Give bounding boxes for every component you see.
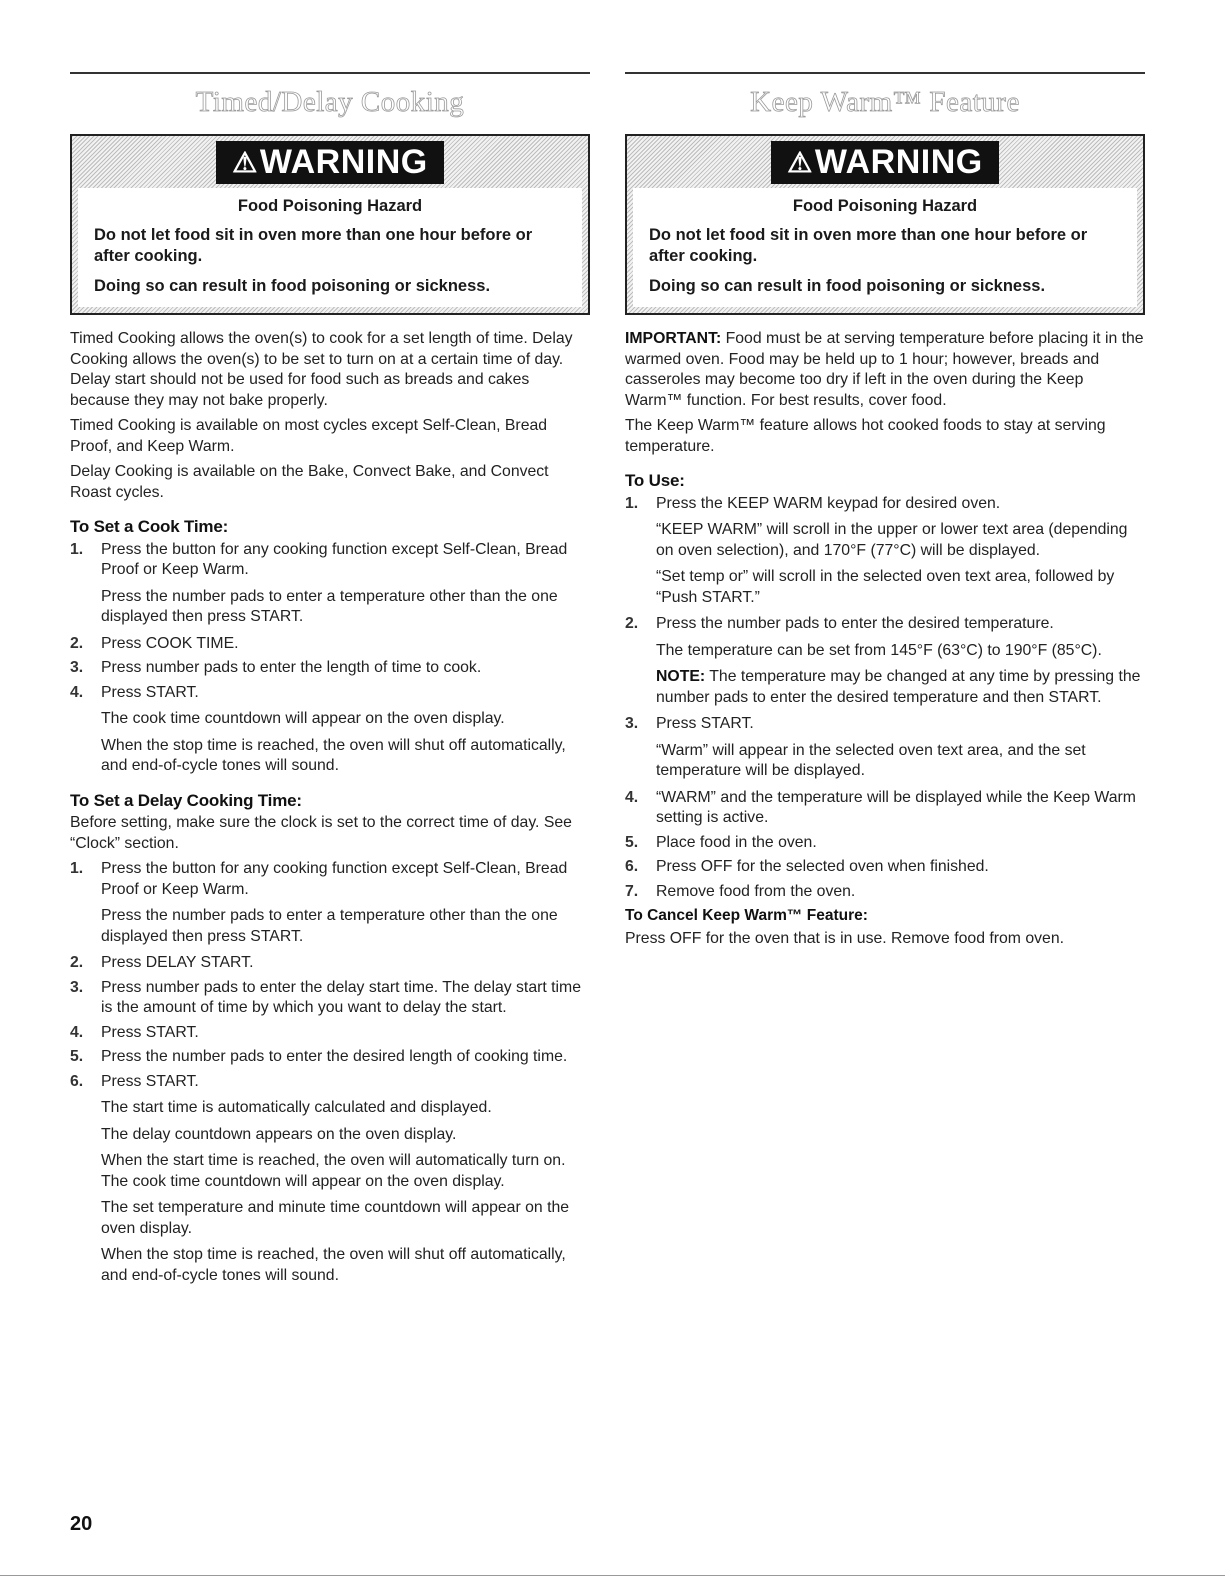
warning-box [70,134,590,315]
section-title-timed-delay: Timed/Delay Cooking [195,86,465,118]
cancel-text: Press OFF for the oven that is in use. Remove food from oven. [625,929,1064,947]
list-item: 1. Press the button for any cooking function except Self-Clean, Bread Proof or Keep Warm. [70,860,568,898]
step-note: “Warm” will appear in the selected oven text area, and the set temperature will be displayed. [656,741,1086,779]
important-paragraph [625,329,1145,411]
list-item: 6. Press START. [70,1072,199,1090]
list-item: 4. Press START. [70,683,199,701]
list-item: 1. Press the button for any cooking function except Self-Clean, Bread Proof or Keep Warm. [70,540,568,578]
list-item: 3. Press number pads to enter the delay start time. The delay start time is the amount of time by which you want to delay the start. [70,978,581,1016]
list-item: 3. Press number pads to enter the length of time to cook. [70,659,482,676]
keep-warm-content [625,329,1145,949]
step-note: Press the number pads to enter a temperature other than the one displayed then press START. [101,907,558,945]
bottom-rule [0,1575,1225,1576]
section-title-keep-warm: Keep Warm™ Feature [750,86,1020,118]
right-column [625,72,1145,954]
top-rule [625,72,1145,74]
step-note: When the stop time is reached, the oven will shut off automatically, and end-of-cycle tones will sound. [101,1246,566,1284]
warning-line1: Do not let food sit in oven more than one hour before or after cooking. [649,226,1088,265]
step-note: When the start time is reached, the oven will automatically turn on. The cook time countdown will appear on the oven display. [101,1152,566,1190]
list-item: 5. Press the number pads to enter the desired length of cooking time. [70,1048,568,1065]
step-note: When the stop time is reached, the oven will shut off automatically, and end-of-cycle tones will sound. [101,736,566,774]
list-item: 5. Place food in the oven. [625,833,817,851]
step-note [625,667,1145,708]
left-column [70,72,590,1292]
page-number: 20 [70,1513,93,1535]
list-item: 4. Press START. [70,1023,199,1041]
top-rule [70,72,590,74]
important-text: Food must be at serving temperature before placing it in the warmed oven. Food may be held up to 1 hour; however, breads and casseroles may become too dry if left in the oven during the Keep Warm™ function. For best results, cover food. [625,330,1144,409]
note-label: NOTE: [656,668,706,685]
step-note: The delay countdown appears on the oven display. [101,1125,457,1143]
warning-banner [78,136,582,188]
warning-label: WARNING [814,142,983,181]
warning-box [625,134,1145,315]
note-text: The temperature may be changed at any time by pressing the number pads to enter the desired temperature and then START. [656,668,1141,706]
list-item: 2. Press COOK TIME. [70,634,239,652]
step-note: The temperature can be set from 145°F (63°C) to 190°F (85°C). [656,641,1102,659]
step-note: Press the number pads to enter a temperature other than the one displayed then press START. [101,587,558,625]
warning-line1: Do not let food sit in oven more than one hour before or after cooking. [94,226,533,265]
list-item: 6. Press OFF for the selected oven when finished. [625,858,989,875]
warning-hazard: Food Poisoning Hazard [792,197,978,215]
delay-heading: To Set a Delay Cooking Time: [70,790,302,810]
delay-intro: Before setting, make sure the clock is set to the correct time of day. See “Clock” section. [70,814,572,852]
warning-label: WARNING [259,142,428,181]
list-item: 7. Remove food from the oven. [625,882,856,900]
warning-triangle-icon: ⚠ [232,146,258,178]
intro-paragraph: Timed Cooking allows the oven(s) to cook for a set length of time. Delay Cooking allows the oven(s) to be set to turn on at a certain time of day. Delay start should not be used for food such as breads and cakes because they may not bake properly. [70,330,573,409]
step-note: “Set temp or” will scroll in the selected oven text area, followed by “Push START.” [656,568,1115,606]
list-item: 2. Press DELAY START. [70,954,254,971]
step-note: The set temperature and minute time countdown will appear on the oven display. [101,1199,570,1237]
step-note: The cook time countdown will appear on the oven display. [101,710,505,727]
warning-body [633,188,1137,307]
intro-paragraph: Timed Cooking is available on most cycles except Self-Clean, Bread Proof, and Keep Warm. [70,417,548,455]
list-item: 2. Press the number pads to enter the desired temperature. [625,615,1054,632]
intro-paragraph: Delay Cooking is available on the Bake, Convect Bake, and Convect Roast cycles. [70,463,549,501]
warning-hazard: Food Poisoning Hazard [237,197,423,215]
keep-warm-intro: The Keep Warm™ feature allows hot cooked foods to stay at serving temperature. [625,417,1106,455]
important-label: IMPORTANT: [625,330,722,347]
timed-delay-content [70,329,590,1286]
list-item: 4. “WARM” and the temperature will be displayed while the Keep Warm setting is active. [625,788,1136,826]
warning-line2: Doing so can result in food poisoning or sickness. [649,277,1046,295]
step-note: “KEEP WARM” will scroll in the upper or lower text area (depending on oven selection), and 170°F (77°C) will be displayed. [656,521,1128,559]
cancel-heading: To Cancel Keep Warm™ Feature: [625,907,868,924]
warning-line2: Doing so can result in food poisoning or sickness. [94,277,491,295]
step-note: The start time is automatically calculated and displayed. [101,1099,492,1116]
warning-triangle-icon: ⚠ [787,146,813,178]
list-item: 1. Press the KEEP WARM keypad for desired oven. [625,494,1001,512]
list-item: 3. Press START. [625,715,754,732]
warning-body [78,188,582,307]
to-use-heading: To Use: [625,471,685,490]
cook-time-heading: To Set a Cook Time: [70,517,229,536]
warning-banner [633,136,1137,188]
